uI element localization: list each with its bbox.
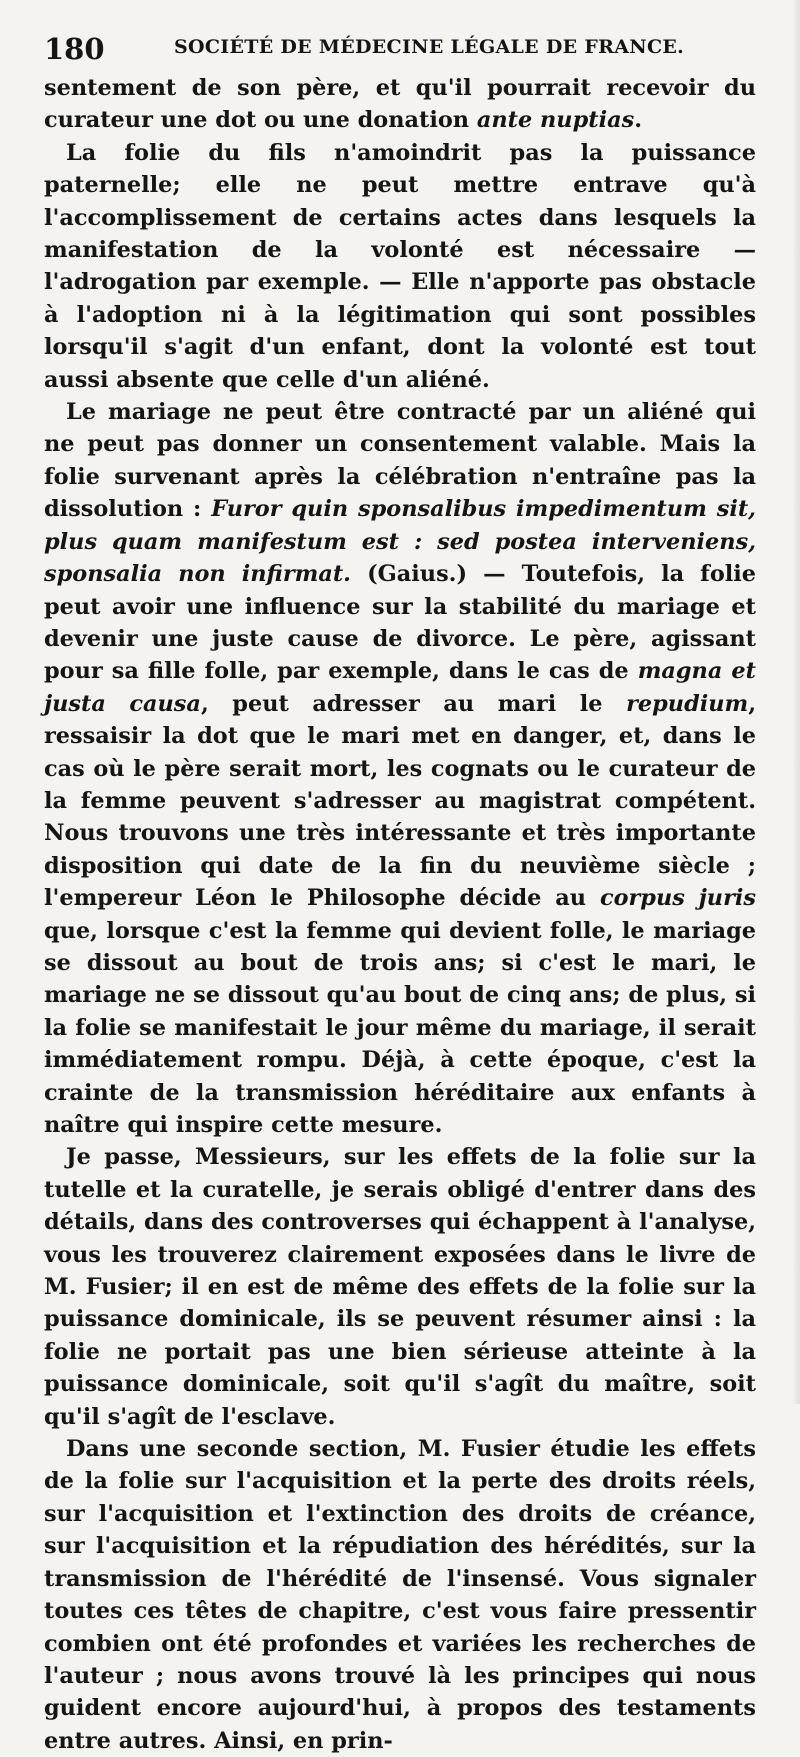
- paragraph: [44, 72, 756, 137]
- text-run: Je passe, Messieurs, sur les effets de la folie sur la tutelle et la curatelle, je serais obligé d'entrer dans des détails, dans des controverses qui échappent à l'analyse, vous les trouverez clairement exposées dans le livre de M. Fusier; il en est de même des effets de la folie sur la puissance dominicale, ils se peuvent résumer ainsi : la folie ne portait pas une bien sérieuse atteinte à la puissance dominicale, soit qu'il s'agît du maître, soit qu'il s'agît de l'esclave.: [44, 1144, 756, 1430]
- body-text: [44, 72, 756, 1757]
- running-head: SOCIÉTÉ DE MÉDECINE LÉGALE DE FRANCE.: [174, 36, 685, 58]
- text-run: , peut adresser au mari le: [200, 690, 627, 717]
- paragraph: [44, 137, 756, 396]
- italic-text-run: repudium: [626, 690, 749, 717]
- italic-text-run: magna et justa causa: [44, 658, 756, 717]
- text-run: Le mariage ne peut être contracté par un aliéné qui ne peut pas donner un consentement valable. Mais la folie survenant après la célébration n'entraîne pas la dissolution :: [44, 399, 756, 523]
- page-number: 180: [44, 32, 105, 66]
- italic-text-run: corpus juris: [599, 885, 756, 912]
- italic-text-run: ante nuptias: [476, 107, 635, 134]
- text-run: que, lorsque c'est la femme qui devient folle, le mariage se dissout au bout de trois ans; si c'est le mari, le mariage ne se dissout qu'au bout de cinq ans; de plus, si la folie se manifestait le jour même du mariage, il serait immédiatement rompu. Déjà, à cette époque, c'est la crainte de la transmission héréditaire aux enfants à naître qui inspire cette mesure.: [44, 917, 756, 1138]
- italic-text-run: Furor quin sponsalibus impedimentum sit, plus quam manifestum est : sed postea interveniens, sponsalia non infirmat.: [44, 496, 756, 588]
- text-run: La folie du fils n'amoindrit pas la puissance paternelle; elle ne peut mettre entrave qu'à l'accomplissement de certains actes dans lesquels la manifestation de la volonté est nécessaire — l'adrogation par exemple. — Elle n'apporte pas obstacle à l'adoption ni à la légitimation qui sont possibles lorsqu'il s'agit d'un enfant, dont la volonté est tout aussi absente que celle d'un aliéné.: [44, 139, 756, 393]
- text-run: sentement de son père, et qu'il pourrait recevoir du curateur une dot ou une donation: [44, 75, 756, 134]
- paragraph: [44, 396, 756, 1141]
- text-run: .: [634, 107, 643, 134]
- text-run: (Gaius.) — Toutefois, la folie peut avoir une influence sur la stabilité du mariage et devenir une juste cause de divorce. Le père, agissant pour sa fille folle, par exemple, dans le cas de: [44, 561, 757, 685]
- scan-edge-shadow: [792, 0, 800, 1404]
- paragraph: [44, 1141, 756, 1433]
- text-run: Dans une seconde section, M. Fusier étudie les effets de la folie sur l'acquisition et la perte des droits réels, sur l'acquisition et l'extinction des droits de créance, sur l'acquisition et la répudiation des hérédités, sur la transmission de l'hérédité de l'insensé. Vous signaler toutes ces têtes de chapitre, c'est vous faire pressentir combien ont été profondes et variées les recherches de l'auteur ; nous avons trouvé là les principes qui nous guident encore aujourd'hui, à propos des testaments entre autres. Ainsi, en prin-: [44, 1436, 756, 1754]
- paragraph: [44, 1433, 756, 1757]
- page-header: [44, 30, 760, 70]
- text-run: , ressaisir la dot que le mari met en danger, et, dans le cas où le père serait mort, les cognats ou le curateur de la femme peuvent s'adresser au magistrat compétent. Nous trouvons une très intéressante et très importante disposition qui date de la fin du neuvième siècle ; l'empereur Léon le Philosophe décide au: [44, 690, 757, 912]
